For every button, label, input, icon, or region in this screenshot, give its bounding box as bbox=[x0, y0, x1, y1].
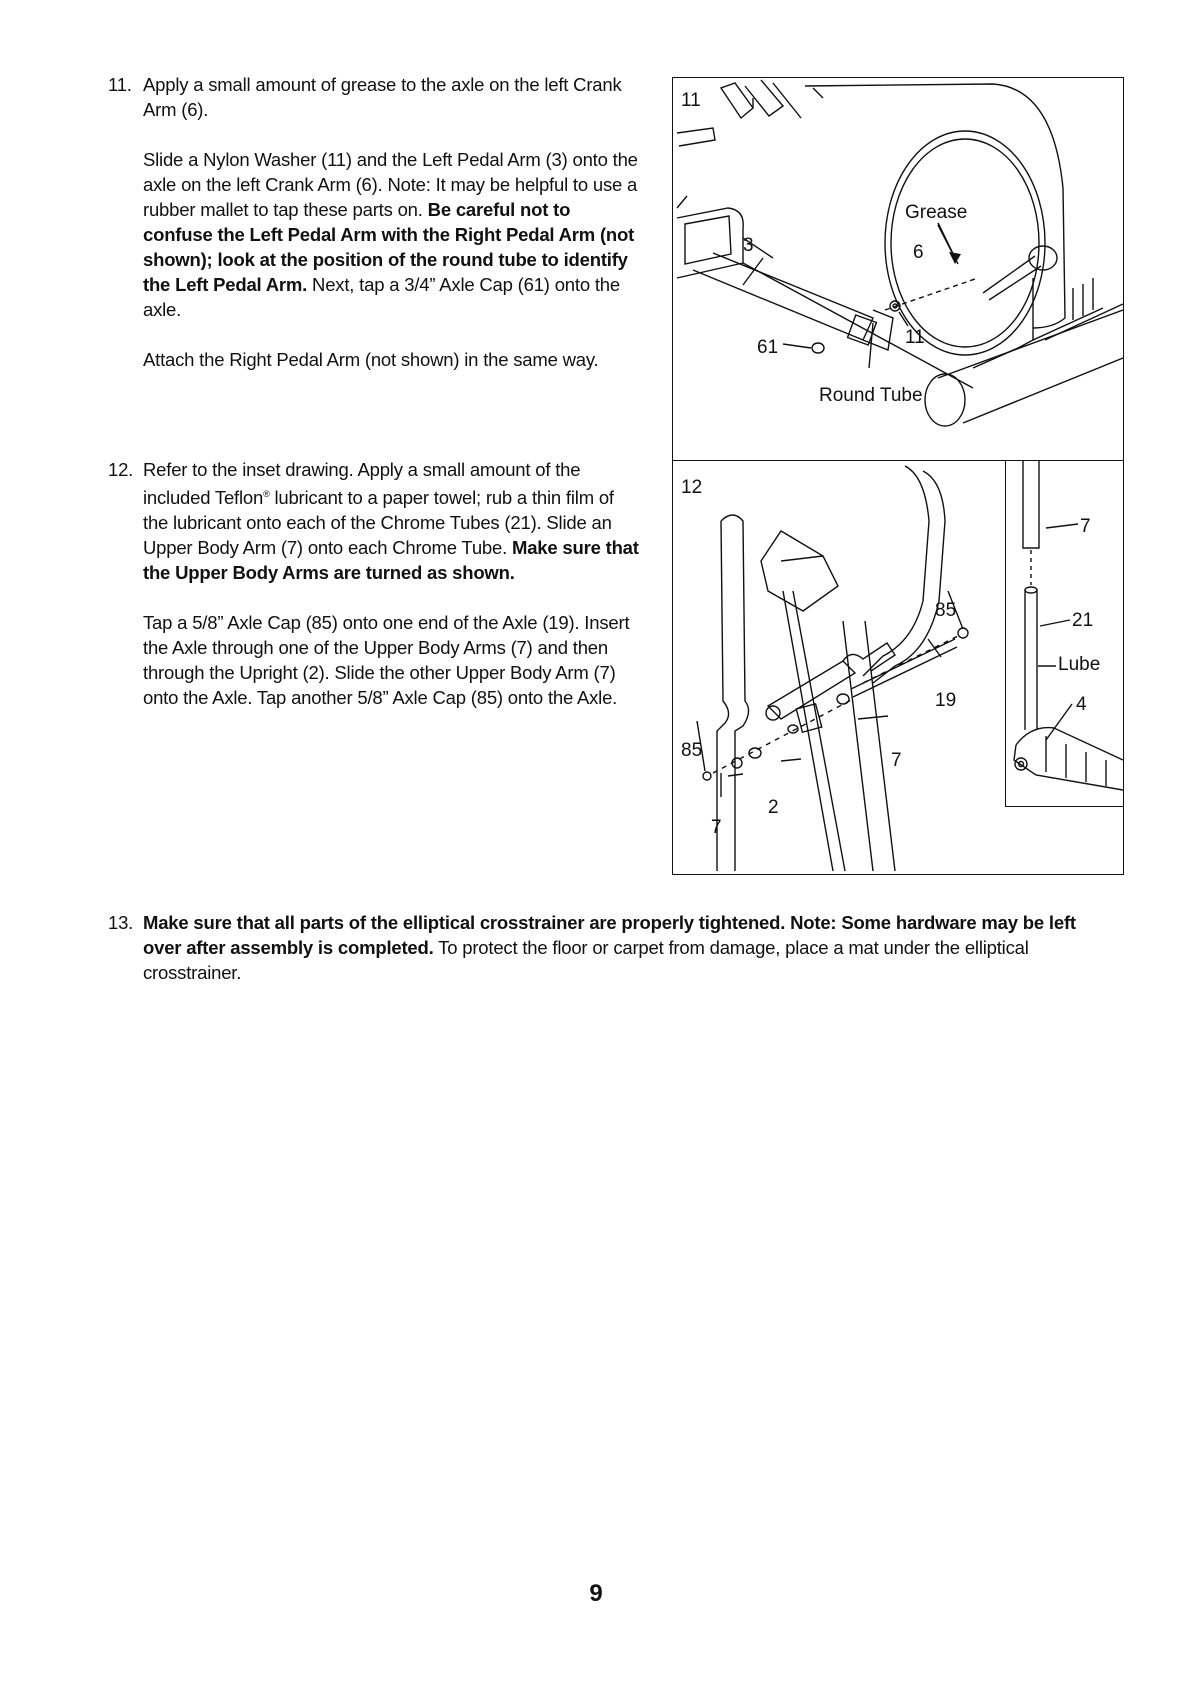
figure-11 bbox=[672, 77, 1124, 462]
part-label-19: 19 bbox=[935, 690, 957, 711]
figure-11-drawing bbox=[673, 78, 1123, 461]
figure-step-label: 12 bbox=[681, 477, 703, 498]
inset-part-label-4: 4 bbox=[1076, 694, 1087, 715]
part-label-85: 85 bbox=[935, 600, 957, 621]
part-label-7: 7 bbox=[711, 817, 722, 838]
inset-drawing bbox=[1005, 460, 1123, 807]
step-11-paragraph-3: Attach the Right Pedal Arm (not shown) in the same way. bbox=[143, 349, 599, 370]
figure-step-label: 11 bbox=[681, 90, 701, 111]
part-label-7: 7 bbox=[891, 750, 902, 771]
step-number: 13. bbox=[108, 912, 134, 933]
step-12-paragraph-2: Tap a 5/8” Axle Cap (85) onto one end of the Axle (19). Insert the Axle through one of the Upper Body Arms (7) and then through the Upright (2). Slide the other Upper Body Arm (7) onto the Axle. Tap another 5/8” Axle Cap (85) onto the Axle. bbox=[143, 612, 630, 709]
step-11-paragraph-1: Apply a small amount of grease to the axle on the left Crank Arm (6). bbox=[143, 74, 622, 120]
grease-label: Grease bbox=[905, 202, 968, 223]
inset-part-label-7: 7 bbox=[1080, 516, 1091, 537]
part-label-11: 11 bbox=[905, 327, 925, 348]
page-number: 9 bbox=[589, 1580, 603, 1607]
part-label-6: 6 bbox=[913, 242, 924, 263]
registered-mark: ® bbox=[263, 489, 270, 499]
part-label-3: 3 bbox=[743, 235, 754, 256]
step-11-paragraph-2: Slide a Nylon Washer (11) and the Left Pedal Arm (3) onto the axle on the left Crank Arm (6). Note: It may be helpful to use a rubber mallet to tap these parts on. Be careful not to confuse the Left Pedal Arm with the Right Pedal Arm (not shown); look at the position of the round tube to identify the Left Pedal Arm. Next, tap a 3/4” Axle Cap (61) onto the axle. bbox=[143, 149, 638, 320]
warning-text: Be careful not to confuse the Left Pedal Arm with the Right Pedal Arm (not shown); look at the position of the round tube to identify the Left Pedal Arm. bbox=[143, 199, 635, 295]
part-label-85: 85 bbox=[681, 740, 703, 761]
round-tube-label: Round Tube bbox=[819, 385, 923, 406]
step-number: 11. bbox=[108, 74, 132, 95]
step-13 bbox=[108, 910, 1103, 1010]
lube-label: Lube bbox=[1058, 654, 1101, 675]
step-13-paragraph: Make sure that all parts of the elliptical crosstrainer are properly tightened. Note: Some hardware may be left over after assembly is completed. To protect the floor or carpet from damage, place a mat under the elliptical crosstrainer. bbox=[143, 912, 1076, 983]
part-label-2: 2 bbox=[768, 797, 779, 818]
part-label-61: 61 bbox=[757, 337, 779, 358]
warning-text: Make sure that the Upper Body Arms are turned as shown. bbox=[143, 537, 639, 584]
warning-text: Make sure that all parts of the elliptical crosstrainer are properly tightened. Note: Some hardware may be left over after assembly is completed. bbox=[143, 912, 1076, 958]
step-12 bbox=[108, 457, 643, 735]
step-12-paragraph-1: Refer to the inset drawing. Apply a small amount of the included Teflon® lubricant to a paper towel; rub a thin film of the lubricant onto each of the Chrome Tubes (21). Slide an Upper Body Arm (7) onto each Chrome Tube. Make sure that the Upper Body Arms are turned as shown. bbox=[143, 459, 639, 584]
figure-12-drawing bbox=[673, 461, 1005, 874]
step-number: 12. bbox=[108, 459, 134, 480]
step-11 bbox=[108, 72, 643, 397]
inset-part-label-21: 21 bbox=[1072, 610, 1094, 631]
figure-12 bbox=[672, 460, 1124, 875]
